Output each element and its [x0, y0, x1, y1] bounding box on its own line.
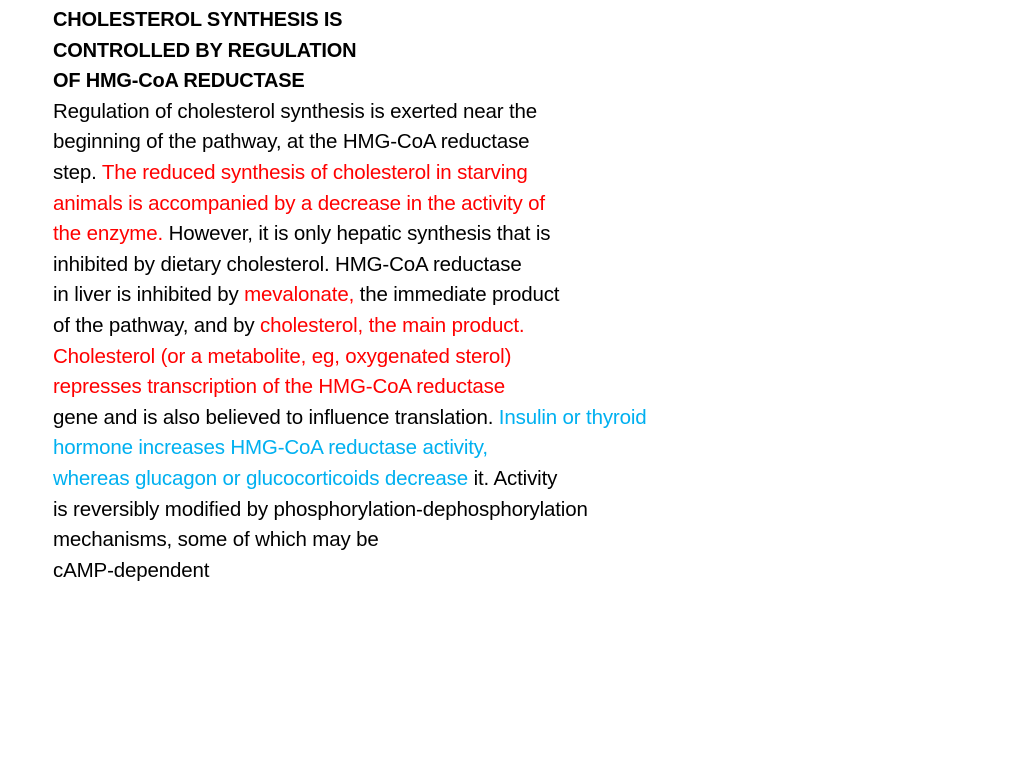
slide-title — [53, 5, 1013, 97]
body-text-segment: is reversibly modified by phosphorylation-dephosphorylation — [53, 497, 588, 521]
highlighted-text-segment: mevalonate, — [244, 283, 355, 307]
body-text-segment: the immediate product — [354, 283, 560, 307]
slide-content — [53, 5, 1013, 586]
body-line — [53, 433, 1013, 464]
body-line — [53, 250, 1013, 281]
highlighted-text-segment: The reduced synthesis of cholesterol in starving — [101, 160, 528, 184]
body-line — [53, 219, 1013, 250]
body-line — [53, 158, 1013, 189]
body-text-segment: cAMP-dependent — [53, 558, 210, 582]
body-text-segment: inhibited by dietary cholesterol. HMG-CoA reductase — [53, 252, 522, 276]
body-text-segment: beginning of the pathway, at the HMG-CoA reductase — [53, 130, 530, 154]
body-line — [53, 556, 1013, 587]
body-text-segment: Regulation of cholesterol synthesis is exerted near the — [53, 99, 538, 123]
body-line — [53, 464, 1013, 495]
highlighted-text-segment: whereas glucagon or glucocorticoids decrease — [53, 466, 469, 490]
body-text-segment: However, it is only hepatic synthesis that is — [168, 222, 551, 246]
body-text-segment: it. Activity — [468, 466, 558, 490]
body-text-segment: in liver is inhibited by — [53, 283, 245, 307]
body-line — [53, 372, 1013, 403]
body-text-segment: of the pathway, and by — [53, 313, 261, 337]
body-line — [53, 189, 1013, 220]
highlighted-text-segment: the enzyme. — [53, 222, 169, 246]
body-line — [53, 403, 1013, 434]
body-line — [53, 342, 1013, 373]
slide-body-text — [53, 97, 1013, 587]
highlighted-text-segment: Cholesterol (or a metabolite, eg, oxygenated sterol) — [53, 344, 512, 368]
highlighted-text-segment: represses transcription of the HMG-CoA reductase — [53, 375, 505, 399]
body-line — [53, 495, 1013, 526]
title-line: CHOLESTEROL SYNTHESIS IS — [53, 9, 343, 31]
body-text-segment: mechanisms, some of which may be — [53, 528, 379, 552]
highlighted-text-segment: animals is accompanied by a decrease in the activity of — [53, 191, 545, 215]
title-line: CONTROLLED BY REGULATION — [53, 39, 357, 62]
body-text-segment: gene and is also believed to influence translation. — [53, 405, 499, 429]
highlighted-text-segment: hormone increases HMG-CoA reductase activity, — [53, 436, 488, 460]
body-line — [53, 127, 1013, 158]
body-text-segment: step. — [53, 160, 102, 184]
highlighted-text-segment: cholesterol, the main product. — [260, 313, 525, 337]
body-line — [53, 280, 1013, 311]
body-line — [53, 97, 1013, 128]
body-line — [53, 525, 1013, 556]
body-line — [53, 311, 1013, 342]
highlighted-text-segment: Insulin or thyroid — [498, 405, 647, 429]
title-line: OF HMG-CoA REDUCTASE — [53, 70, 305, 93]
